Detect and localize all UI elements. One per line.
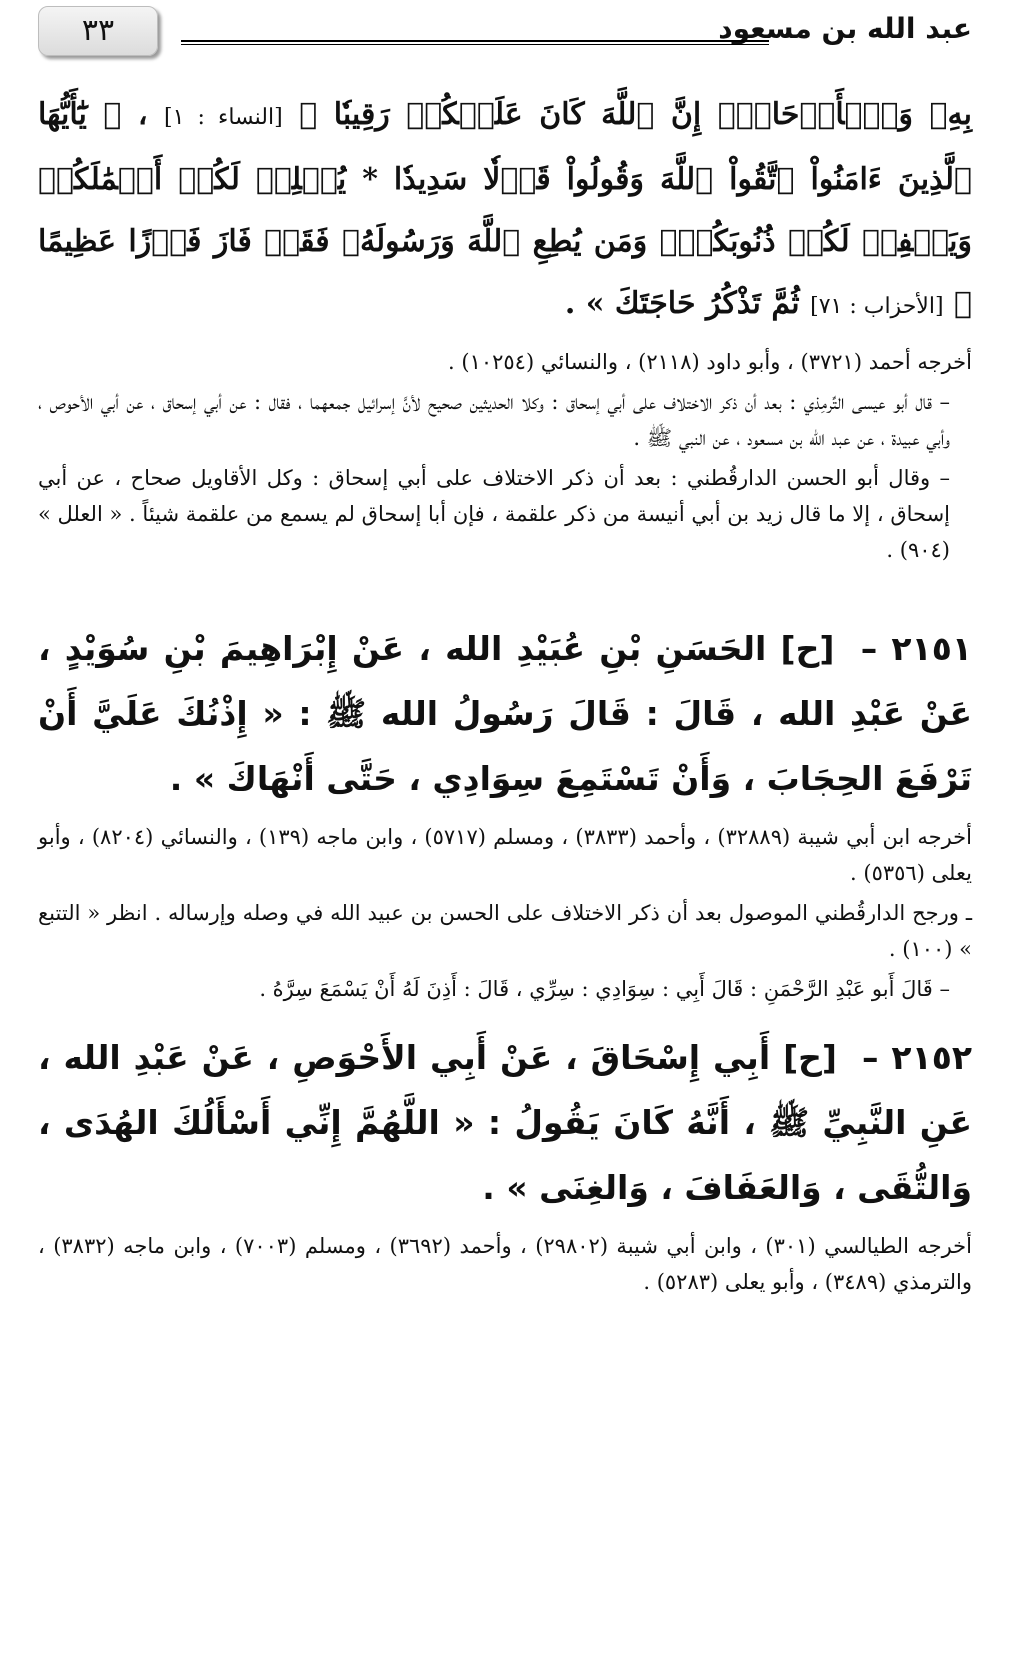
hadith-matn: « اللَّهُمَّ إِنِّي أَسْأَلُكَ الهُدَى ، وَالتُّقَى ، وَالعَفَافَ ، وَالغِنَى » . — [38, 1103, 972, 1207]
hadith-number: ٢١٥١ – — [860, 629, 972, 668]
page-number-tab: ٣٣ — [38, 6, 158, 56]
verse-text-3: ثُمَّ تَذْكُرُ حَاجَتَكَ » . — [564, 286, 800, 321]
page-body — [38, 66, 972, 1304]
hadith-2151 — [38, 616, 972, 811]
quran-verses — [38, 84, 972, 338]
verse-text-1: بِهِۦ وَٱلۡأَرۡحَامَۚ إِنَّ ٱللَّهَ كَانَ عَلَيۡكُمۡ رَقِيبٗا ﴾ — [299, 97, 972, 132]
takhrij-note: أخرجه ابن أبي شيبة (٣٢٨٨٩) ، وأحمد (٣٨٣٣) ، ومسلم (٥٧١٧) ، وابن ماجه (١٣٩) ، والنسائي (٨٢٠٤) ، وأبو يعلى (٥٣٥٦) . — [38, 825, 972, 885]
takhrij-note: أخرجه الطيالسي (٣٠١) ، وابن أبي شيبة (٢٩٨٠٢) ، وأحمد (٣٦٩٢) ، ومسلم (٧٠٠٣) ، وابن ماجه (٣٨٣٢) ، والترمذي (٣٤٨٩) ، وأبو يعلى (٥٢٨٣) . — [38, 1234, 972, 1294]
daraqutni-note: ـ ورجح الدارقُطني الموصول بعد أن ذكر الاختلاف على الحسن بن عبيد الله في وصله وإرساله . انظر « التتبع » (١٠٠) . — [38, 901, 972, 961]
verse-reference-ahzab: [الأحزاب : ٧١] — [810, 294, 944, 319]
tirmidhi-note: – قال أبو عيسى التِّرمِذي : بعد أن ذكر الاختلاف على أبي إسحاق : وكلا الحديثين صحيح لأنَّ إسرائيل جمعهما ، فقال : عن أبي إسحاق ، عن أبي الأحوص ، وأبي عبيدة ، عن عبد الله بن مسعود ، عن النبي ﷺ . — [38, 390, 950, 450]
hadith-number: ٢١٥٢ – — [861, 1038, 972, 1077]
verse-text-2: ، ﴿ يَٰٓأَيُّهَا ٱلَّذِينَ ءَامَنُواْ ٱتَّقُواْ ٱللَّهَ وَقُولُواْ قَوۡلٗا سَدِيدٗا * يُصۡلِحۡ لَكُمۡ أَعۡمَٰلَكُمۡ وَيَغۡفِرۡ لَكُمۡ ذُنُوبَكُمۡۗ وَمَن يُطِعِ ٱللَّهَ وَرَسُولَهُۥ فَقَدۡ فَازَ فَوۡزًا عَظِيمًا ﴾ — [38, 97, 972, 321]
spacer — [38, 572, 972, 598]
page-header — [38, 6, 972, 62]
hadith-2152 — [38, 1025, 972, 1220]
hadith-isnad: [ح] أَبِي إِسْحَاقَ ، عَنْ أَبِي الأَحْوَصِ ، عَنْ عَبْدِ الله ، عَنِ النَّبِيِّ ﷺ ، أَنَّهُ كَانَ يَقُولُ : — [38, 1038, 973, 1142]
running-title: عبد الله بن مسعود — [718, 12, 972, 45]
commentary-note: – قَالَ أَبو عَبْدِ الرَّحْمَنِ : قَالَ أَبِي : سِوَادِي : سِرِّي ، قَالَ : أَذِنَ لَهُ أَنْ يَسْمَعَ سِرَّهُ . — [259, 977, 950, 1001]
hadith-isnad: [ح] الحَسَنِ بْنِ عُبَيْدِ الله ، عَنْ إِبْرَاهِيمَ بْنِ سُوَيْدٍ ، عَنْ عَبْدِ الله ، قَالَ : قَالَ رَسُولُ الله ﷺ : — [38, 629, 972, 733]
takhrij-note: أخرجه أحمد (٣٧٢١) ، وأبو داود (٢١١٨) ، والنسائي (١٠٢٥٤) . — [448, 350, 972, 374]
header-rule — [181, 40, 769, 45]
hadith-matn: « إِذْنُكَ عَلَيَّ أَنْ تَرْفَعَ الحِجَابَ ، وَأَنْ تَسْتَمِعَ سِوَادِي ، حَتَّى أَنْهَاكَ » . — [38, 694, 972, 798]
daraqutni-note: – وقال أبو الحسن الدارقُطني : بعد أن ذكر الاختلاف على أبي إسحاق : وكل الأقاويل صحاح ، عن أبي إسحاق ، إلا ما قال زيد بن أبي أنيسة من ذكر علقمة ، فإن أبا إسحاق لم يسمع من علقمة شيئاً . « العلل » (٩٠٤) . — [38, 466, 950, 562]
verse-reference-nisa: [النساء : ١] — [164, 105, 283, 130]
